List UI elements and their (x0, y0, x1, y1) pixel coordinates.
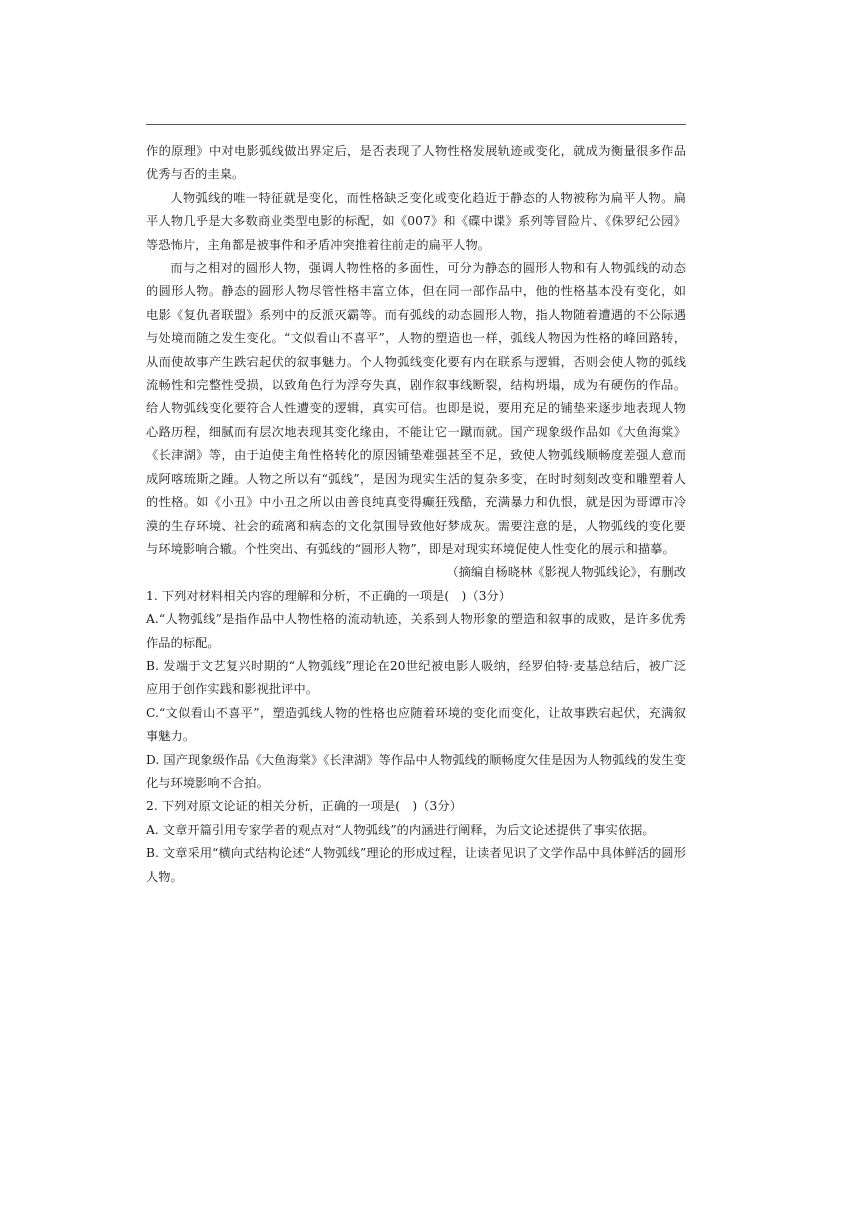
question-1-stem: 1. 下列对材料相关内容的理解和分析，不正确的一项是( )（3分） (146, 588, 512, 603)
article-paragraph-2: 人物弧线的唯一特征就是变化，而性格缺乏变化或变化趋近于静态的人物被称为扁平人物。扁平人物几乎是大多数商业类型电影的标配，如《007》和《碟中谍》系列等冒险片、《侏罗纪公园》等恐怖片，主角都是被事件和矛盾冲突推着往前走的扁平人物。 (146, 190, 686, 252)
article-paragraph-3: 而与之相对的圆形人物，强调人物性格的多面性，可分为静态的圆形人物和有人物弧线的动态的圆形人物。静态的圆形人物尽管性格丰富立体，但在同一部作品中，他的性格基本没有变化，如电影《复仇者联盟》系列中的反派灭霸等。而有弧线的动态圆形人物，指人物随着遭遇的不公际遇与处境而随之发生变化。“文似看山不喜平”，人物的塑造也一样，弧线人物因为性格的峰回路转，从而使故事产生跌宕起伏的叙事魅力。个人物弧线变化要有内在联系与逻辑，否则会使人物的弧线流畅性和完整性受损，以致角色行为浮夸失真，剧作叙事线断裂，结构坍塌，成为有硬伤的作品。给人物弧线变化要符合人性遭变的逻辑，真实可信。也即是说，要用充足的铺垫来逐步地表现人物心路历程，细腻而有层次地表现其变化缘由，不能让它一蹴而就。国产现象级作品如《大鱼海棠》《长津湖》等，由于迫使主角性格转化的原因铺垫难强甚至不足，致使人物弧线顺畅度差强人意而成阿喀琉斯之踵。人物之所以有“弧线”，是因为现实生活的复杂多变，在时时刻刻改变和雕塑着人的性格。如《小丑》中小丑之所以由善良纯真变得癫狂残酷，充满暴力和仇恨，就是因为哥谭市冷漠的生存环境、社会的疏离和病态的文化氛围导致他好梦成灰。需要注意的是，人物弧线的变化要与环境影响合辙。个性突出、有弧线的“圆形人物”，即是对现实环境促使人性变化的展示和描摹。 (146, 261, 686, 556)
question-1-option-c: C.“文似看山不喜平”，塑造弧线人物的性格也应随着环境的变化而变化，让故事跌宕起伏，充满叙事魅力。 (146, 705, 686, 744)
article-source: （摘编自杨晓林《影视人物弧线论》，有删改 (446, 565, 686, 580)
question-2-stem: 2. 下列对原文论证的相关分析，正确的一项是( )（3分） (146, 799, 462, 814)
header-rule (146, 124, 686, 125)
question-2-option-a: A. 文章开篇引用专家学者的观点对“人物弧线”的内涵进行阐释，为后文论述提供了事实依据。 (146, 822, 655, 837)
article-paragraph-1: 作的原理》中对电影弧线做出界定后，是否表现了人物性格发展轨迹或变化，就成为衡量很多作品优秀与否的圭臬。 (146, 144, 686, 182)
question-2-option-b: B. 文章采用“横向式结构论述“人物弧线”理论的形成过程，让读者见识了文学作品中具体鲜活的圆形人物。 (146, 846, 686, 884)
question-1-option-b: B. 发端于文艺复兴时期的“人物弧线”理论在20世纪被电影人吸纳，经罗伯特·麦基总结后，被广泛应用于创作实践和影视批评中。 (146, 658, 686, 697)
question-1-option-a: A.“人物弧线”是指作品中人物性格的流动轨迹，关系到人物形象的塑造和叙事的成败，是许多优秀作品的标配。 (146, 612, 686, 650)
page-content (146, 140, 686, 889)
question-1-option-d: D. 国产现象级作品《大鱼海棠》《长津湖》等作品中人物弧线的顺畅度欠佳是因为人物弧线的发生变化与环境影响不合拍。 (146, 752, 686, 790)
